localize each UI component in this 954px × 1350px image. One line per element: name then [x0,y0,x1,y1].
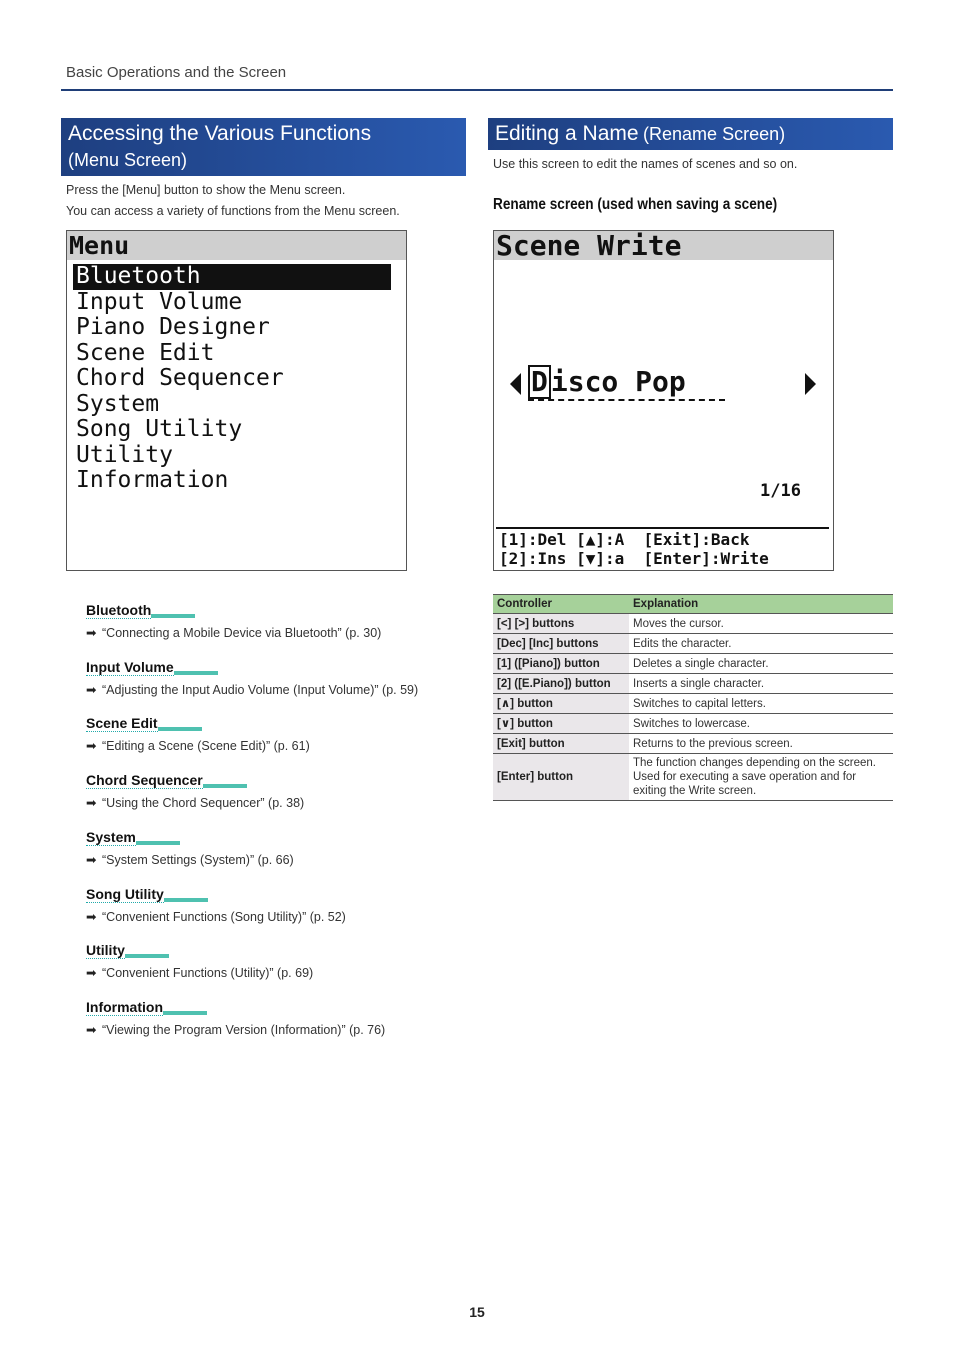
reference-text: “Convenient Functions (Song Utility)” (p. 52) [102,909,346,924]
explanation-cell: Moves the cursor. [629,614,893,634]
scene-write-display [493,230,834,571]
triangle-left-icon [510,373,521,395]
page-count: 1/16 [760,481,801,501]
function-reference [86,772,304,810]
link-underline-bar [174,671,218,675]
menu-intro [66,180,400,222]
page-reference[interactable] [86,738,310,753]
table-row [493,694,893,714]
explanation-cell: Switches to capital letters. [629,694,893,714]
reference-text: “Adjusting the Input Audio Volume (Input Volume)” (p. 59) [102,682,419,697]
menu-item: Scene Edit [76,339,215,366]
link-underline-bar [203,784,247,788]
arrow-right-icon: ➡ [86,909,97,924]
page-header: Basic Operations and the Screen [66,64,287,81]
function-link[interactable]: Song Utility [86,885,164,902]
page-reference[interactable] [86,1022,385,1037]
rename-subheading: Rename screen (used when saving a scene) [493,196,778,213]
hint-line-2: [2]:Ins [▼]:a [Enter]:Write [499,549,769,568]
arrow-right-icon: ➡ [86,626,97,640]
scene-name-rest: isco Pop [550,365,686,398]
controller-cell: [Exit] button [493,734,629,754]
intro-line-2: You can access a variety of functions from the Menu screen. [66,204,400,218]
menu-screen-title: Menu [67,231,406,260]
function-reference [86,886,346,924]
arrow-right-icon: ➡ [86,966,97,981]
function-link[interactable]: Scene Edit [86,715,158,732]
scene-name [528,364,686,400]
table-row [493,634,893,654]
link-underline-bar [125,954,169,958]
link-underline-bar [163,1011,207,1015]
link-underline-bar [136,841,180,845]
function-reference [86,602,381,640]
page-reference[interactable] [86,795,304,810]
menu-item: Song Utility [76,416,243,442]
controller-cell: [<] [>] buttons [493,614,629,634]
explanation-cell: Edits the character. [629,634,893,654]
function-reference [86,829,294,867]
column-header-controller: Controller [493,595,629,614]
explanation-cell: Deletes a single character. [629,654,893,674]
reference-text: “Connecting a Mobile Device via Bluetooth” (p. 30) [102,626,382,640]
reference-text: “Convenient Functions (Utility)” (p. 69) [102,966,314,981]
arrow-right-icon: ➡ [86,852,97,867]
name-underline [528,399,725,401]
menu-item: Information [76,467,229,493]
arrow-right-icon: ➡ [86,739,97,754]
link-underline-bar [164,898,208,902]
function-link[interactable]: Input Volume [86,658,174,675]
function-link[interactable]: Information [86,998,163,1015]
function-reference [86,999,385,1037]
table-header-row [493,595,893,614]
controller-cell: [Enter] button [493,754,629,801]
explanation-cell: The function changes depending on the screen. Used for executing a save operation and for exiting the Write screen. [629,754,893,801]
explanation-cell: Switches to lowercase. [629,714,893,734]
section-subtitle: (Rename Screen) [643,124,786,144]
function-link[interactable]: Chord Sequencer [86,772,203,789]
table-row [493,734,893,754]
function-link[interactable]: Bluetooth [86,602,152,618]
menu-item: Piano Designer [76,314,270,340]
intro-line-1: Press the [Menu] button to show the Menu screen. [66,183,346,197]
explanation-cell: Inserts a single character. [629,674,893,694]
controller-cell: [2] ([E.Piano]) button [493,674,629,694]
controller-table [493,594,893,801]
table-row [493,614,893,634]
controller-cell: [∨] button [493,714,629,734]
page-reference[interactable] [86,625,381,640]
link-underline-bar [158,727,202,731]
hint-divider [496,527,829,529]
link-underline-bar [151,614,195,618]
menu-item: Input Volume [76,288,243,315]
table-row [493,654,893,674]
reference-text: “System Settings (System)” (p. 66) [102,852,294,867]
scene-write-title: Scene Write [494,231,833,260]
section-banner-menu-screen [61,118,466,176]
section-subtitle: (Menu Screen) [68,150,188,170]
reference-text: “Editing a Scene (Scene Edit)” (p. 61) [102,739,310,754]
section-banner-rename-screen [488,118,893,150]
page-number: 15 [469,1304,485,1320]
header-rule [61,89,893,91]
menu-item: Utility [76,441,173,468]
function-reference [86,942,313,980]
controller-cell: [Dec] [Inc] buttons [493,634,629,654]
menu-list [67,260,406,494]
arrow-right-icon: ➡ [86,1022,97,1037]
function-link[interactable]: System [86,828,136,845]
table-row [493,674,893,694]
column-header-explanation: Explanation [629,595,893,614]
function-link[interactable]: Utility [86,942,125,959]
page-reference[interactable] [86,682,418,697]
explanation-cell: Returns to the previous screen. [629,734,893,754]
arrow-right-icon: ➡ [86,796,97,811]
name-cursor: D [528,365,551,399]
table-row [493,754,893,801]
reference-text: “Viewing the Program Version (Information)” (p. 76) [102,1022,386,1037]
hint-line-1: [1]:Del [▲]:A [Exit]:Back [499,530,750,549]
button-hints [499,530,769,568]
table-row [493,714,893,734]
menu-item: Bluetooth [73,264,391,290]
arrow-right-icon: ➡ [86,682,97,697]
function-reference [86,659,418,697]
section-title: Accessing the Various Functions [68,122,372,145]
controller-cell: [∧] button [493,694,629,714]
menu-item: Chord Sequencer [76,365,284,391]
controller-cell: [1] ([Piano]) button [493,654,629,674]
menu-item: System [76,390,160,417]
menu-screen-display [66,230,407,571]
function-reference [86,715,310,753]
page-reference[interactable] [86,965,313,980]
triangle-right-icon [805,373,816,395]
page-reference[interactable] [86,909,346,924]
rename-intro: Use this screen to edit the names of scenes and so on. [493,157,798,171]
section-title: Editing a Name [495,122,639,145]
page-reference[interactable] [86,852,294,867]
name-edit-row [508,364,820,404]
reference-text: “Using the Chord Sequencer” (p. 38) [102,796,305,811]
